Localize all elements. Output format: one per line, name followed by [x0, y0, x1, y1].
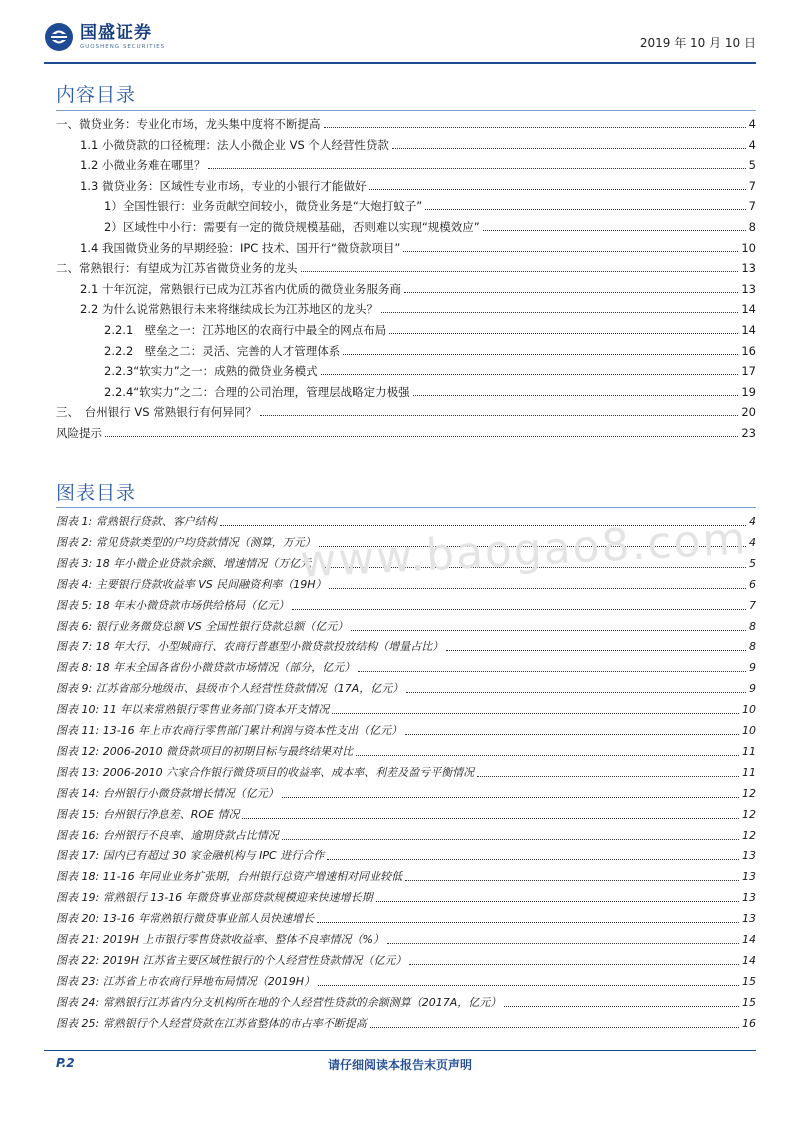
figure-entry-label: 图表 3: 18 年小微企业贷款余额、增速情况（万亿元） [56, 556, 323, 570]
figure-entry-page: 13 [742, 912, 756, 926]
toc-entry-page: 8 [748, 220, 756, 234]
figure-entry-page: 9 [749, 682, 756, 696]
toc-entry[interactable] [56, 133, 756, 153]
toc-entry-label: 2.2.3“软实力”之一：成熟的微贷业务模式 [104, 364, 318, 379]
figure-entry-label: 图表 23: 江苏省上市农商行异地布局情况（2019H） [56, 974, 315, 988]
page-header [44, 22, 756, 60]
dot-leader [413, 395, 739, 396]
figure-entry-label: 图表 1: 常熟银行贷款、客户结构 [56, 515, 217, 528]
toc-entry-label: 2.2.2 壁垒之二：灵活、完善的人才管理体系 [104, 343, 341, 358]
figure-entry-label: 图表 21: 2019H 上市银行零售贷款收益率、整体不良率情况（%） [56, 933, 384, 946]
figure-entry[interactable] [56, 886, 756, 906]
dot-leader [477, 776, 739, 777]
dot-leader [327, 859, 739, 860]
figure-entry-page: 4 [749, 515, 756, 528]
toc-entry-label: 二、常熟银行：有望成为江苏省微贷业务的龙头 [56, 261, 298, 276]
figure-entry[interactable] [56, 740, 756, 760]
dot-leader [425, 209, 745, 210]
toc-entry-label: 1）全国性银行：业务贡献空间较小，微贷业务是“大炮打蚊子” [104, 199, 423, 214]
figure-entry-label: 图表 22: 2019H 江苏省主要区域性银行的个人经营性贷款情况（亿元） [56, 953, 407, 967]
toc-entry-page: 20 [741, 405, 756, 420]
figure-entry-label: 图表 14: 台州银行小微贷款增长情况（亿元） [56, 786, 279, 800]
dot-leader [282, 839, 739, 840]
dot-leader [389, 333, 738, 334]
toc-entry-page: 5 [748, 158, 756, 173]
figure-entry-page: 6 [749, 577, 756, 591]
figure-entry-label: 图表 8: 18 年末全国各省份小微贷款市场情况（部分，亿元） [56, 661, 356, 675]
figure-entry-label: 图表 15: 台州银行净息差、ROE 情况 [56, 807, 240, 821]
footer-divider [44, 1050, 756, 1051]
toc-entry[interactable] [56, 153, 756, 173]
toc-entry-label: 1.1 小微贷款的口径梳理：法人小微企业 VS 个人经营性贷款 [80, 137, 389, 152]
dot-leader [329, 588, 746, 589]
figure-entry-page: 13 [742, 891, 756, 905]
dot-leader [324, 127, 746, 128]
figure-entry-page: 13 [742, 849, 756, 863]
dot-leader [370, 1027, 739, 1028]
contents-title: 内容目录 [56, 84, 137, 106]
toc-entry[interactable] [56, 297, 756, 317]
toc-entry-page: 14 [741, 323, 756, 337]
figure-entry[interactable] [56, 594, 756, 614]
toc-entry-label: 2.2.1 壁垒之一：江苏地区的农商行中最全的网点布局 [104, 323, 387, 337]
figure-entry-label: 图表 10: 11 年以来常熟银行零售业务部门资本开支情况 [56, 703, 330, 717]
figure-entry-page: 7 [749, 598, 756, 612]
toc-entry[interactable] [56, 256, 756, 276]
figure-entry-page: 10 [742, 724, 756, 737]
figure-entry-label: 图表 19: 常熟银行 13-16 年微贷事业部贷款规模迎来快速增长期 [56, 891, 373, 905]
header-divider [44, 62, 756, 64]
logo-english-name: GUOSHENG SECURITIES [80, 44, 166, 50]
figure-entry-label: 图表 12: 2006-2010 微贷款项目的初期目标与最终结果对比 [56, 744, 354, 758]
figure-entry-page: 14 [742, 933, 756, 946]
toc-entry-label: 2.2.4“软实力”之二：合理的公司治理，管理层战略定力极强 [104, 384, 410, 399]
figure-entry[interactable] [56, 1012, 756, 1032]
figure-entry-page: 11 [742, 744, 756, 758]
dot-leader [405, 880, 739, 881]
dot-leader [381, 312, 738, 313]
figure-entry-label: 图表 2: 常见贷款类型的户均贷款情况（测算，万元） [56, 535, 316, 549]
dot-leader [242, 818, 739, 819]
dot-leader [405, 734, 739, 735]
figure-entry-page: 12 [742, 807, 756, 821]
toc-entry-label: 2.1 十年沉淀，常熟银行已成为江苏省内优质的微贷业务服务商 [80, 281, 401, 296]
figure-entry-page: 9 [749, 661, 756, 675]
toc-entry-label: 2.2 为什么说常熟银行未来将继续成长为江苏地区的龙头？ [80, 302, 378, 317]
figure-entry[interactable] [56, 615, 756, 635]
figure-entry-label: 图表 20: 13-16 年常熟银行微贷事业部人员快速增长 [56, 912, 315, 926]
toc-entry[interactable] [56, 112, 756, 132]
toc-entry[interactable] [56, 380, 756, 400]
dot-leader [483, 230, 746, 231]
figure-entry-label: 图表 24: 常熟银行江苏省内分支机构所在地的个人经营性贷款的余额测算（2017A，亿元） [56, 995, 502, 1009]
figure-entry-page: 14 [742, 953, 756, 967]
toc-entry-label: 风险提示 [56, 426, 102, 440]
dot-leader [392, 148, 746, 149]
dot-leader [292, 609, 746, 610]
figure-entry-page: 13 [742, 870, 756, 884]
figure-entry[interactable] [56, 635, 756, 655]
figure-entry-page: 8 [749, 640, 756, 654]
figure-entry-label: 图表 11: 13-16 年上市农商行零售部门累计利润与资本性支出（亿元） [56, 724, 403, 737]
figure-entry[interactable] [56, 761, 756, 781]
figure-entry-label: 图表 5: 18 年末小微贷款市场供给格局（亿元） [56, 598, 290, 612]
toc-entry[interactable] [56, 277, 756, 297]
figure-entry[interactable] [56, 677, 756, 697]
toc-entry-page: 7 [748, 199, 756, 214]
figure-entry-page: 15 [742, 995, 756, 1009]
dot-leader [301, 271, 739, 272]
dot-leader [369, 189, 745, 190]
toc-entry-page: 23 [741, 426, 756, 440]
dot-leader [358, 671, 746, 672]
dot-leader [208, 168, 745, 169]
toc-entry[interactable] [56, 318, 756, 338]
figure-entry[interactable] [56, 949, 756, 969]
toc-entry-page: 4 [748, 137, 756, 152]
dot-leader [356, 755, 739, 756]
toc-entry-label: 1.3 微贷业务：区域性专业市场，专业的小银行才能做好 [80, 178, 367, 193]
dot-leader [318, 985, 739, 986]
toc-entry-label: 1.2 小微业务难在哪里？ [80, 158, 206, 173]
toc-entry[interactable] [56, 236, 756, 256]
figure-entry-label: 图表 6: 银行业务微贷总额 VS 全国性银行贷款总额（亿元） [56, 619, 349, 633]
figure-entry-label: 图表 18: 11-16 年同业业务扩张期，台州银行总资产增速相对同业较低 [56, 870, 403, 884]
dot-leader [403, 251, 738, 252]
figure-entry-page: 5 [749, 556, 756, 570]
toc-entry[interactable] [56, 339, 756, 359]
toc-entry-page: 7 [748, 178, 756, 193]
guosheng-logo-icon [44, 22, 74, 52]
toc-entry[interactable] [56, 174, 756, 194]
watermark: www.baogao8.com [298, 513, 749, 588]
toc-entry-page: 10 [741, 240, 756, 255]
toc-entry[interactable] [56, 215, 756, 235]
figure-entry[interactable] [56, 803, 756, 823]
figure-entry-page: 4 [749, 535, 756, 549]
report-date: 2019 年 10 月 10 日 [639, 36, 756, 50]
figure-entry[interactable] [56, 970, 756, 990]
page-number: P.2 [56, 1056, 75, 1070]
dot-leader [504, 1006, 739, 1007]
figure-entry-page: 11 [742, 765, 756, 779]
figure-entry[interactable] [56, 991, 756, 1011]
dot-leader [317, 922, 739, 923]
toc-entry-label: 2）区域性中小行：需要有一定的微贷规模基础，否则难以实现“规模效应” [104, 220, 480, 234]
figure-entry-label: 图表 25: 常熟银行个人经营贷款在江苏省整体的市占率不断提高 [56, 1016, 367, 1030]
figure-entry-label: 图表 13: 2006-2010 六家合作银行微贷项目的收益率、成本率、利差及盈亏平衡情况 [56, 765, 475, 779]
dot-leader [406, 692, 746, 693]
toc-entry-label: 1.4 我国微贷业务的早期经验：IPC 技术、国开行“微贷款项目” [80, 240, 401, 255]
figure-entry[interactable] [56, 656, 756, 676]
toc-entry-page: 13 [741, 261, 756, 276]
figures-title: 图表目录 [56, 482, 137, 504]
dot-leader [343, 354, 738, 355]
toc-entry[interactable] [56, 400, 756, 420]
figure-entry-label: 图表 9: 江苏省部分地级市、县级市个人经营性贷款情况（17A，亿元） [56, 682, 404, 696]
toc-entry-page: 4 [748, 117, 756, 131]
company-logo [44, 22, 165, 52]
dot-leader [409, 964, 739, 965]
figure-entry-label: 图表 17: 国内已有超过 30 家金融机构与 IPC 进行合作 [56, 849, 325, 863]
contents-rule [56, 110, 756, 111]
toc-entry-page: 19 [741, 384, 756, 399]
toc-entry-page: 13 [741, 281, 756, 296]
dot-leader [260, 415, 739, 416]
figure-entry-label: 图表 7: 18 年大行、小型城商行、农商行普惠型小微贷款投放结构（增量占比） [56, 640, 444, 654]
dot-leader [332, 713, 739, 714]
figure-entry[interactable] [56, 698, 756, 718]
logo-chinese-name: 国盛证券 [80, 23, 152, 43]
dot-leader [105, 436, 738, 437]
figure-entry[interactable] [56, 928, 756, 948]
figure-entry[interactable] [56, 907, 756, 927]
figure-entry-page: 12 [742, 828, 756, 842]
figure-entry-page: 8 [749, 619, 756, 633]
figure-entry[interactable] [56, 844, 756, 864]
dot-leader [282, 797, 739, 798]
dot-leader [351, 630, 746, 631]
figure-entry[interactable] [56, 782, 756, 802]
figure-entry-page: 10 [742, 703, 756, 717]
disclaimer-note: 请仔细阅读本报告末页声明 [327, 1058, 472, 1072]
toc-entry-page: 16 [741, 343, 756, 358]
toc-entry[interactable] [56, 359, 756, 379]
figure-entry-page: 12 [742, 786, 756, 800]
figure-entry[interactable] [56, 865, 756, 885]
figure-entry[interactable] [56, 719, 756, 739]
toc-entry[interactable] [56, 194, 756, 214]
toc-entry-label: 三、 台州银行 VS 常熟银行有何异同？ [56, 405, 257, 420]
figure-entry-label: 图表 4: 主要银行贷款收益率 VS 民间融资利率（19H） [56, 577, 327, 591]
dot-leader [321, 374, 739, 375]
figure-entry-page: 15 [742, 974, 756, 988]
dot-leader [446, 650, 746, 651]
toc-entry-page: 17 [741, 364, 756, 379]
toc-entry-page: 14 [741, 302, 756, 317]
dot-leader [404, 292, 738, 293]
toc-entry-label: 一、微贷业务：专业化市场，龙头集中度将不断提高 [56, 117, 321, 131]
toc-entry[interactable] [56, 421, 756, 441]
dot-leader [376, 901, 739, 902]
figure-entry-label: 图表 16: 台州银行不良率、逾期贷款占比情况 [56, 828, 279, 842]
figures-rule [56, 507, 756, 508]
figure-entry[interactable] [56, 824, 756, 844]
figure-entry-page: 16 [742, 1016, 756, 1030]
dot-leader [387, 943, 739, 944]
